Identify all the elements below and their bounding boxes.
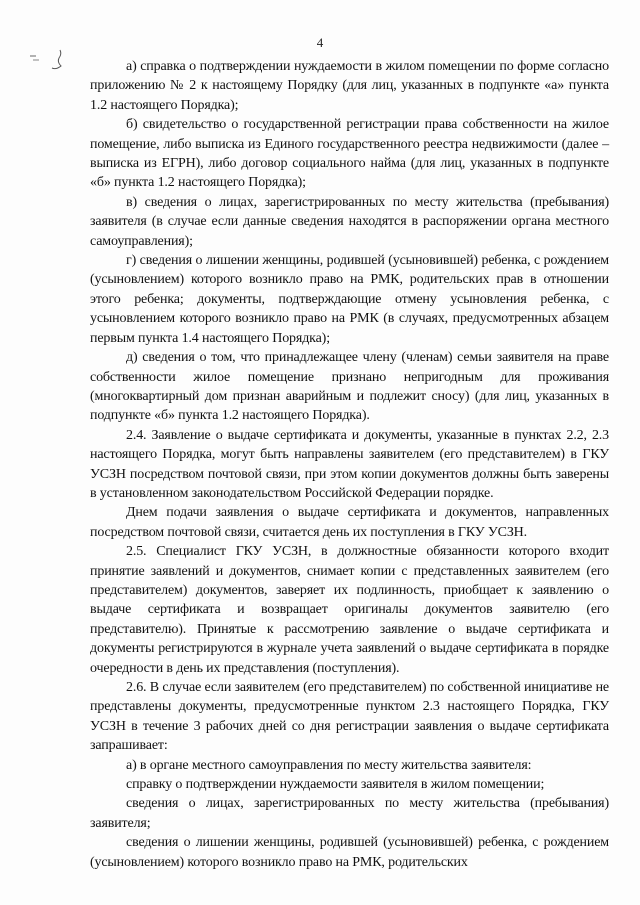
paragraph-2-5: 2.5. Специалист ГКУ УСЗН, в должностные обязанности которого входит принятие заявлений и документов, снимает копии с представленных заявителем (его представителем) документов, заверяет их подлинность, приобщает к заявлению о выдаче сертификата и возвращает оригиналы документов заявителю (его представителю). Принятые к рассмотрению заявление о выдаче сертификата и документы регистрируются в журнале учета заявлений о выдаче сертификата в порядке очередности в день их представления (поступления).: [90, 544, 609, 676]
paragraph-item-a: а) справка о подтверждении нуждаемости в жилом помещении по форме согласно приложению № 2 к настоящему Порядку (для лиц, указанных в подпункте «а» пункта 1.2 настоящего Порядка);: [90, 59, 609, 113]
paragraph-2-6: 2.6. В случае если заявителем (его представителем) по собственной инициативе не представлены документы, предусмотренные пунктом 2.3 настоящего Порядка, ГКУ УСЗН в течение 3 рабочих дней со дня регистрации заявления о выдаче сертификата запрашивает:: [90, 680, 609, 754]
paragraph-2-6-registered-persons: сведения о лицах, зарегистрированных по месту жительства (пребывания) заявителя;: [90, 796, 609, 831]
margin-scan-marks: [30, 46, 70, 76]
paragraph-item-b: б) свидетельство о государственной регистрации права собственности на жилое помещение, либо выписка из Единого государственного реестра недвижимости (далее – выписка из ЕГРН), либо договор социального найма (для лиц, указанных в подпункте «б» пункта 1.2 настоящего Порядка);: [90, 117, 609, 191]
paragraph-2-6-item-a: а) в органе местного самоуправления по месту жительства заявителя:: [126, 757, 532, 773]
page-number: 4: [316, 35, 324, 50]
paragraph-2-6-parental-rights: сведения о лишении женщины, родившей (усыновившей) ребенка, с рождением (усыновлением) которого возникло право на РМК, родительских: [90, 835, 609, 870]
paragraph-item-g: г) сведения о лишении женщины, родившей (усыновившей) ребенка, с рождением (усыновлением) которого возникло право на РМК, родительских прав в отношении этого ребенка; документы, подтверждающие отмену усыновления ребенка, с усыновлением которого возникло право на РМК (в случаях, предусмотренных абзацем первым пункта 1.4 настоящего Порядка);: [90, 253, 609, 346]
paragraph-item-v: в) сведения о лицах, зарегистрированных по месту жительства (пребывания) заявителя (в случае если данные сведения находятся в распоряжении органа местного самоуправления);: [90, 194, 609, 249]
paragraph-2-4-submission-day: Днем подачи заявления о выдаче сертификата и документов, направленных посредством почтовой связи, считается день их поступления в ГКУ УСЗН.: [90, 505, 609, 540]
paragraph-2-4: 2.4. Заявление о выдаче сертификата и документы, указанные в пунктах 2.2, 2.3 настоящего Порядка, могут быть направлены заявителем (его представителем) в ГКУ УСЗН посредством почтовой связи, при этом копии документов должны быть заверены в установленном законодательством Российской Федерации порядке.: [90, 427, 609, 501]
paragraph-item-d: д) сведения о том, что принадлежащее члену (членам) семьи заявителя на праве собственности жилое помещение признано непригодным для проживания (многоквартирный дом признан аварийным и подлежит сносу) (для лиц, указанных в подпункте «б» пункта 1.2 настоящего Порядка).: [90, 350, 609, 424]
paragraph-2-6-certificate: справку о подтверждении нуждаемости заявителя в жилом помещении;: [126, 777, 545, 793]
document-body: [90, 57, 609, 872]
